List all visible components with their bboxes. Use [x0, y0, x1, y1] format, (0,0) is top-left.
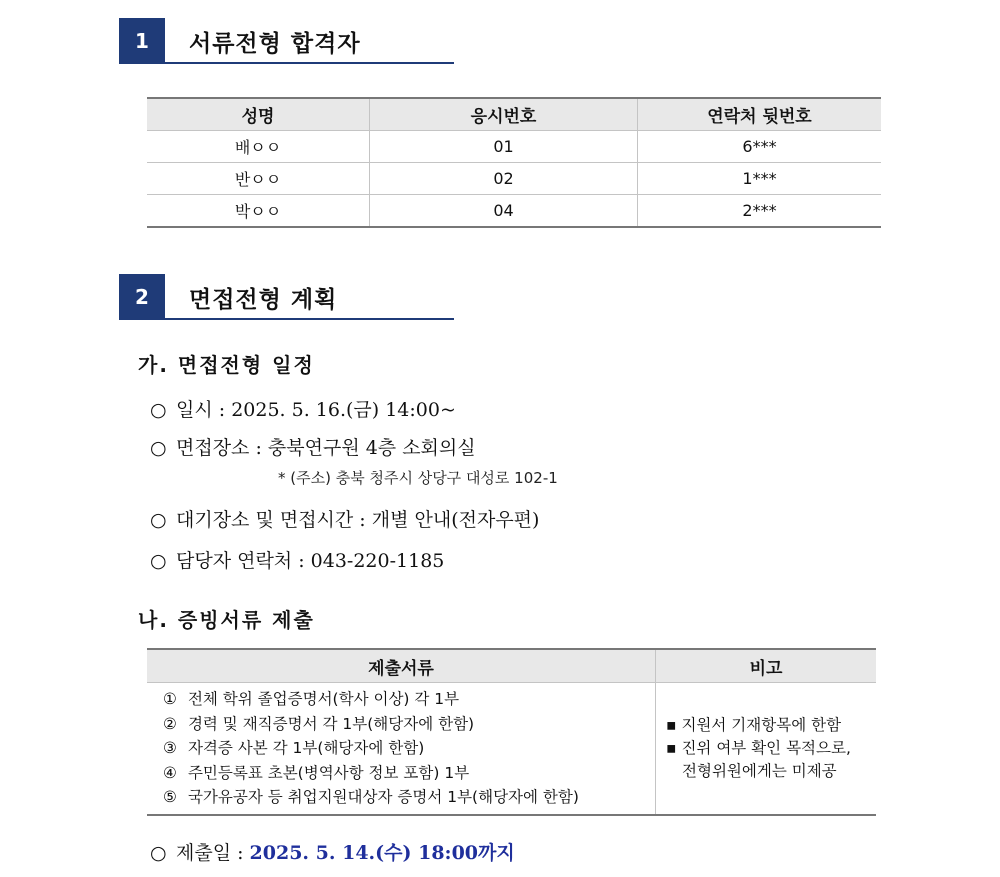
item-text: 주민등록표 초본(병역사항 정보 포함) 1부 — [187, 763, 470, 782]
schedule-item-waiting-room — [150, 505, 539, 532]
section-2-header — [119, 274, 454, 320]
circle-bullet-icon: ○ — [150, 399, 167, 421]
table-row — [147, 195, 881, 228]
cell-exam-number: 04 — [370, 195, 638, 228]
supporting-documents-table — [147, 648, 876, 816]
deadline-label: 제출일 : — [176, 842, 250, 864]
item-text: 일시 : 2025. 5. 16.(금) 14:00~ — [176, 399, 456, 421]
section-2-number: 2 — [119, 274, 165, 320]
list-item — [157, 761, 655, 786]
table-header-row — [147, 649, 876, 683]
cell-name: 반ㅇㅇ — [234, 170, 282, 189]
cell-name: 배ㅇㅇ — [234, 138, 282, 157]
remark-text: 전형위원에게는 미제공 — [682, 761, 837, 780]
cell-phone-suffix: 1*** — [638, 163, 882, 195]
schedule-item-contact — [150, 546, 444, 573]
col-header-documents: 제출서류 — [147, 649, 656, 683]
remark-line — [666, 714, 876, 737]
item-text: 국가유공자 등 취업지원대상자 증명서 1부(해당자에 한함) — [187, 788, 579, 806]
item-number: ⑤ — [163, 788, 177, 806]
circle-bullet-icon: ○ — [150, 550, 167, 572]
item-number: ① — [163, 690, 177, 708]
schedule-item-datetime — [150, 395, 456, 422]
cell-phone-suffix: 6*** — [638, 131, 882, 163]
submission-deadline — [150, 838, 515, 865]
cell-exam-number: 02 — [370, 163, 638, 195]
section-1-header — [119, 18, 454, 64]
list-item — [157, 785, 655, 810]
passed-candidates-table — [147, 97, 881, 228]
cell-phone-suffix: 2*** — [638, 195, 882, 228]
documents-cell — [147, 683, 656, 815]
section-1-title: 서류전형 합격자 — [189, 31, 361, 57]
section-1-number: 1 — [119, 18, 165, 64]
table-row — [147, 683, 876, 815]
remarks-cell — [656, 683, 877, 815]
list-item — [157, 712, 655, 737]
col-header-remarks: 비고 — [656, 649, 877, 683]
deadline-date: 2025. 5. 14.(수) 18:00까지 — [249, 842, 515, 864]
item-text: 대기장소 및 면접시간 : 개별 안내(전자우편) — [176, 509, 540, 531]
interview-schedule-heading: 가. 면접전형 일정 — [138, 353, 315, 377]
col-header-name: 성명 — [147, 98, 370, 131]
item-text: 전체 학위 졸업증명서(학사 이상) 각 1부 — [187, 690, 460, 708]
table-header-row — [147, 98, 881, 131]
cell-name: 박ㅇㅇ — [234, 202, 282, 221]
supporting-documents-heading: 나. 증빙서류 제출 — [138, 608, 315, 632]
section-divider — [119, 318, 454, 320]
schedule-item-location — [150, 433, 476, 460]
item-number: ④ — [163, 763, 177, 782]
item-text: 경력 및 재직증명서 각 1부(해당자에 한함) — [187, 714, 475, 733]
remark-text: 지원서 기재항목에 한함 — [681, 715, 842, 734]
item-text: 담당자 연락처 : 043-220-1185 — [176, 550, 445, 572]
section-divider — [119, 62, 454, 64]
col-header-phone-suffix: 연락처 뒷번호 — [638, 98, 882, 131]
cell-exam-number: 01 — [370, 131, 638, 163]
list-item — [157, 687, 655, 712]
col-header-exam-number: 응시번호 — [370, 98, 638, 131]
table-row — [147, 131, 881, 163]
address-note: * (주소) 충북 청주시 상당구 대성로 102-1 — [278, 469, 558, 487]
list-item — [157, 736, 655, 761]
square-bullet-icon: ▪ — [666, 738, 677, 757]
item-text: 면접장소 : 충북연구원 4층 소회의실 — [176, 437, 476, 459]
item-text: 자격증 사본 각 1부(해당자에 한함) — [187, 739, 425, 757]
table-row — [147, 163, 881, 195]
remark-line — [666, 760, 876, 783]
circle-bullet-icon: ○ — [150, 509, 167, 531]
remark-line — [666, 737, 876, 760]
circle-bullet-icon: ○ — [150, 437, 167, 459]
square-bullet-icon: ▪ — [666, 715, 677, 734]
item-number: ③ — [163, 739, 177, 757]
section-2-title: 면접전형 계획 — [189, 287, 338, 313]
circle-bullet-icon: ○ — [150, 842, 167, 864]
item-number: ② — [163, 714, 177, 733]
remark-text: 진위 여부 확인 목적으로, — [681, 738, 851, 757]
